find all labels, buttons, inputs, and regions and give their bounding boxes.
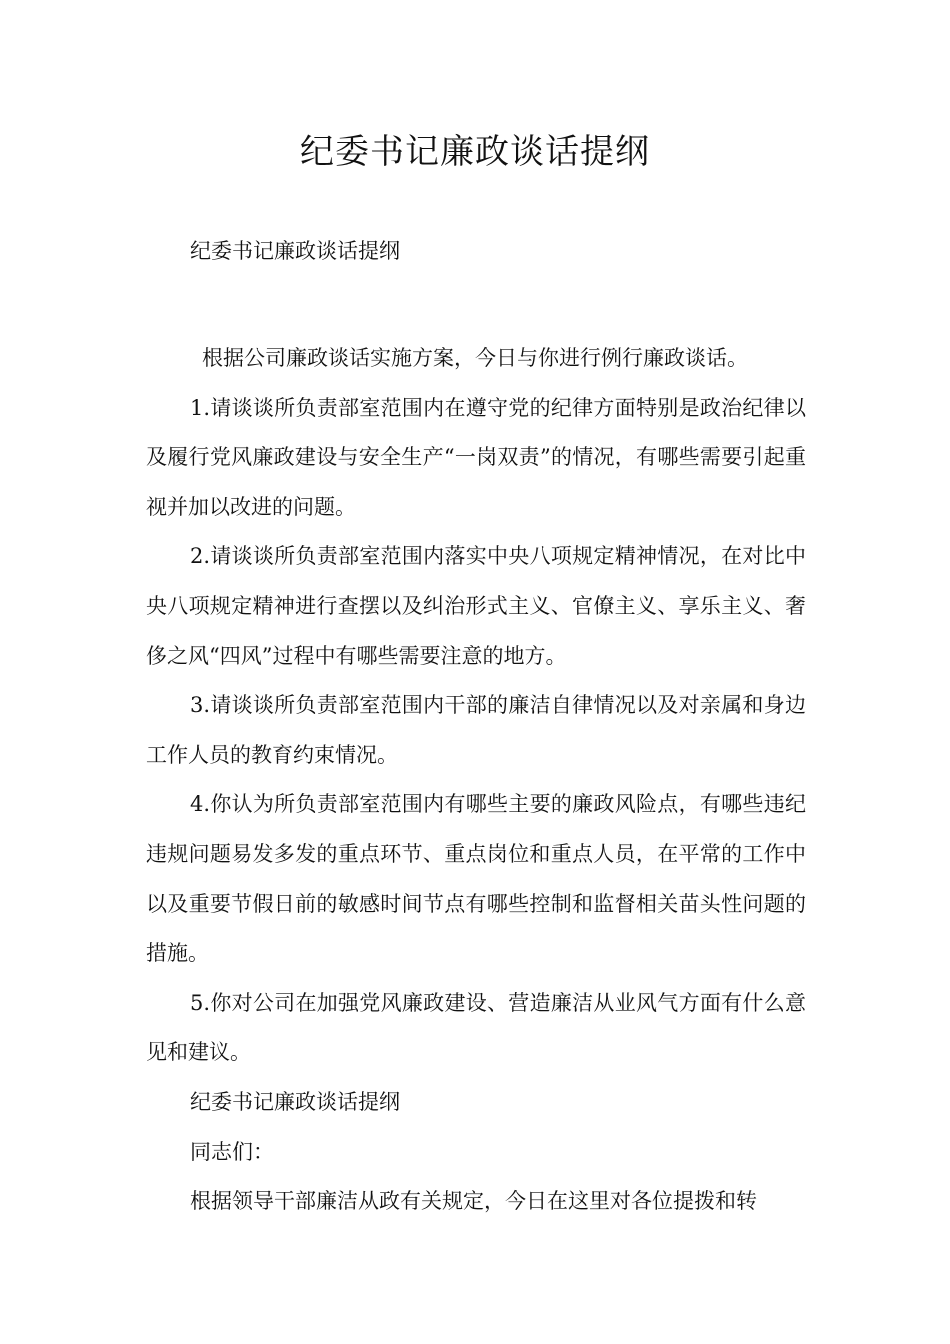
paragraph-item-5: 5.你对公司在加强党风廉政建设、营造廉洁从业风气方面有什么意见和建议。 xyxy=(146,990,806,1065)
section-heading: 纪委书记廉政谈话提纲 xyxy=(190,1089,400,1114)
paragraph-item-2: 2.请谈谈所负责部室范围内落实中央八项规定精神情况，在对比中央八项规定精神进行查摆以及纠治形式主义、官僚主义、享乐主义、奢侈之风“四风”过程中有哪些需要注意的地方。 xyxy=(146,544,806,668)
paragraph-intro: 根据公司廉政谈话实施方案，今日与你进行例行廉政谈话。 xyxy=(202,346,748,370)
document-subtitle: 纪委书记廉政谈话提纲 xyxy=(190,239,400,263)
paragraph-item-3: 3.请谈谈所负责部室范围内干部的廉洁自律情况以及对亲属和身边工作人员的教育约束情况。 xyxy=(146,693,806,767)
document-title: 纪委书记廉政谈话提纲 xyxy=(300,132,650,172)
paragraph-continued: 根据领导干部廉洁从政有关规定，今日在这里对各位提拨和转 xyxy=(190,1189,757,1214)
salutation: 同志们： xyxy=(190,1139,274,1164)
paragraph-item-4: 4.你认为所负责部室范围内有哪些主要的廉政风险点，有哪些违纪违规问题易发多发的重点环节、重点岗位和重点人员，在平常的工作中以及重要节假日前的敏感时间节点有哪些控制和监督相关苗头性问题的措施。 xyxy=(146,792,806,966)
paragraph-item-1: 1.请谈谈所负责部室范围内在遵守党的纪律方面特别是政治纪律以及履行党风廉政建设与安全生产“一岗双责”的情况，有哪些需要引起重视并加以改进的问题。 xyxy=(146,395,806,519)
document-body xyxy=(146,334,806,1227)
